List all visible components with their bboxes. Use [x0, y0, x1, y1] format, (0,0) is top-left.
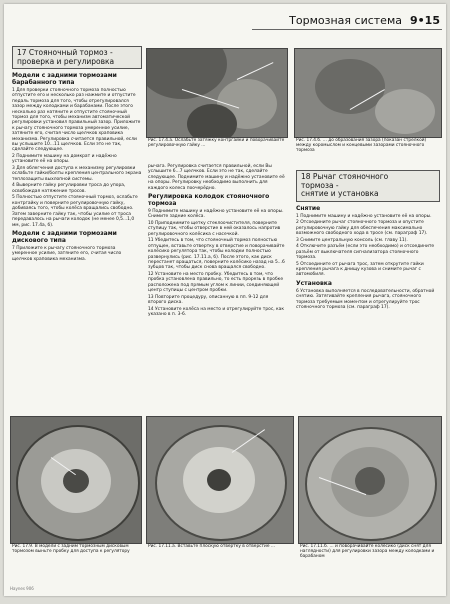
photo-17-11a	[146, 416, 294, 544]
page-header	[252, 10, 440, 30]
footer-marker: Haynes 906	[10, 586, 34, 591]
paragraph: 5 Полностью отпустите стояночный тормоз, ослабьте контргайку и поверните регулировочную гайку, добиваясь того, чтобы колёса вращались свободно. Затем заверните гайку так, чтобы усилие от троса передавалось на рычаги колодок (не менее 0,5...1,0 мм, рис. 17.4а, б).	[12, 195, 138, 228]
paragraph: 2 Поднимите машину на домкрат и надёжно установите её на опоры.	[12, 154, 117, 165]
section-17-subtitle: проверка и регулировка	[17, 56, 115, 66]
paragraph: 14 Установите колёса на место и отрегулируйте трос, как указано в п. 3-6.	[148, 306, 285, 318]
header-rule	[252, 29, 442, 30]
photo-17-4a	[146, 48, 288, 138]
paragraph: 7 Приложите к рычагу стояночного тормоза умеренное усилие, затяните его, считая число щелчков храповика механизма.	[12, 245, 122, 262]
section-17-title-box	[12, 46, 142, 69]
paragraph: 10 Приподнимите щетку стеклоочистителя, поверните ступицу так, чтобы отверстие в ней оказалось напротив регулировочного колёсика с насечкой.	[148, 221, 281, 237]
subheading-adjust: Регулировка колодок стояночного тормоза	[148, 193, 270, 208]
paragraph: 3 Для облегчения доступа к механизму регулировки ослабьте гайки/болты крепления центрального экрана теплозащиты выхлопной системы.	[12, 166, 142, 182]
paragraph: 4 Отключите разъём (если это необходимо) и отсоедините разъём от выключателя сигнализатора стояночного тормоза.	[296, 244, 435, 260]
paragraph: 11 Убедитесь в том, что стояночный тормоз полностью отпущен, вставьте отвертку в отверстие и поворачивайте колёсико регулятора так, чтобы колодки полностью развернулись (рис. 17.11.а, б). После этого, как диск перестанет вращаться, поверните колёсико назад на 5...6 зубцов так, чтобы диск снова вращался свободно.	[148, 238, 285, 271]
paragraph: 1 Для проверки стояночного тормоза полностью отпустите его и несколько раз нажмите и отпустите педаль тормоза для того, чтобы отрегулировался зазор между колодками и барабанами. После этого несколько раз натяните и отпустите стояночный тормоз для того, чтобы механизм автоматической регулировки установил правильный зазор. Приложите к рычагу стояночного тормоза умеренное усилие, затяните его, считая число щелчков храповика механизма. Регулировка считается правильной, если вы услышите 10...11 щелчков. Если это не так, сделайте следующее.	[12, 88, 141, 153]
caption-17-11a: Рис. 17.11.а. Вставьте плоскую отвертку в отверстие ...	[148, 544, 275, 549]
paragraph: 2 Отсоедините рычаг стояночного тормоза и опустите регулировочную гайку для обеспечения максимально возможного свободного хода в тросе (см. параграф 17).	[296, 220, 428, 236]
subheading-disc: Модели с задними тормозами дискового типа	[12, 229, 117, 244]
paragraph: 12 Установите на место пробку. Убедитесь в том, что пробка установлена правильно, то есть прорезь в пробке расположена под прямым углом к линии, соединяющей центр ступицы с центром пробки.	[148, 272, 284, 294]
paragraph: 6 Установка выполняется в последовательности, обратной снятию. Затягивайте крепления рычага, стояночного тормоза требуемым моментом и отрегулируйте трос стояночного тормоза (см. параграф 17).	[296, 288, 435, 310]
caption-17-4b: Рис. 17.4.б. ... до образования зазора (показан стрелкой) между коромыслом и концевыми зазорами стояночного тормоза	[296, 138, 427, 154]
subheading-removal: Снятие	[296, 204, 321, 212]
caption-17-11b: Рис. 17.11.б. ... и поворачивайте колёсико (диск снят для наглядности) для регулировки зазора между колодками и барабаном	[300, 544, 435, 560]
column-3	[296, 170, 440, 312]
paragraph: 13 Повторите процедуру, описанную в пп. 9-12 для второго диска.	[148, 294, 269, 306]
column-2	[148, 164, 286, 319]
section-title: Тормозная система	[289, 13, 402, 27]
paragraph: 1 Поднимите машину и надёжно установите её на опоры.	[296, 213, 432, 219]
subheading-drum: Модели с задними тормозами барабанного типа	[12, 72, 117, 86]
section-18-title: 18 Рычаг стояночного	[301, 172, 389, 181]
section-18-subtitle: снятие и установка	[301, 189, 379, 198]
manual-page	[4, 4, 446, 596]
paragraph: 5 Отсоедините от рычага трос, затем открутите гайки крепления рычага к днищу кузова и снимите рычаг с автомобиля.	[296, 261, 424, 278]
section-18-title-box: 18 Рычаг стояночного тормоза - снятие и установка	[296, 170, 440, 202]
caption-17-9: Рис. 17.9. В модели с задним тормозным дисковым тормозом выньте пробку для доступа к регулятору	[12, 544, 130, 555]
photo-17-9	[10, 416, 142, 544]
subheading-installation: Установка	[296, 279, 332, 287]
paragraph: 3 Снимите центральную консоль (см. главу 11).	[296, 237, 408, 243]
photo-17-11b	[298, 416, 442, 544]
page-number: 9•15	[410, 13, 440, 27]
caption-17-4a: Рис. 17.4.а. Ослабьте затяжку контргайки и поворачивайте регулировочную гайку ...	[148, 138, 285, 149]
section-17-title: 17 Стояночный тормоз -	[17, 48, 113, 57]
paragraph: 9 Поднимите машину и надёжно установите её на опоры. Снимите задние колёса.	[148, 209, 284, 220]
paragraph: рычага. Регулировка считается правильной, если Вы услышите 6...7 щелчков. Если это не так, сделайте следующее. Поднимите машину и надёжно установите её на опоры. Регулировку необходимо выполнить для каждого колеса поочерёдно.	[148, 164, 285, 191]
column-1	[12, 46, 142, 263]
photo-17-4b	[294, 48, 442, 138]
paragraph: 4 Выверните гайку регулировки троса до упора, освобождая натяжение тросов.	[12, 183, 126, 194]
